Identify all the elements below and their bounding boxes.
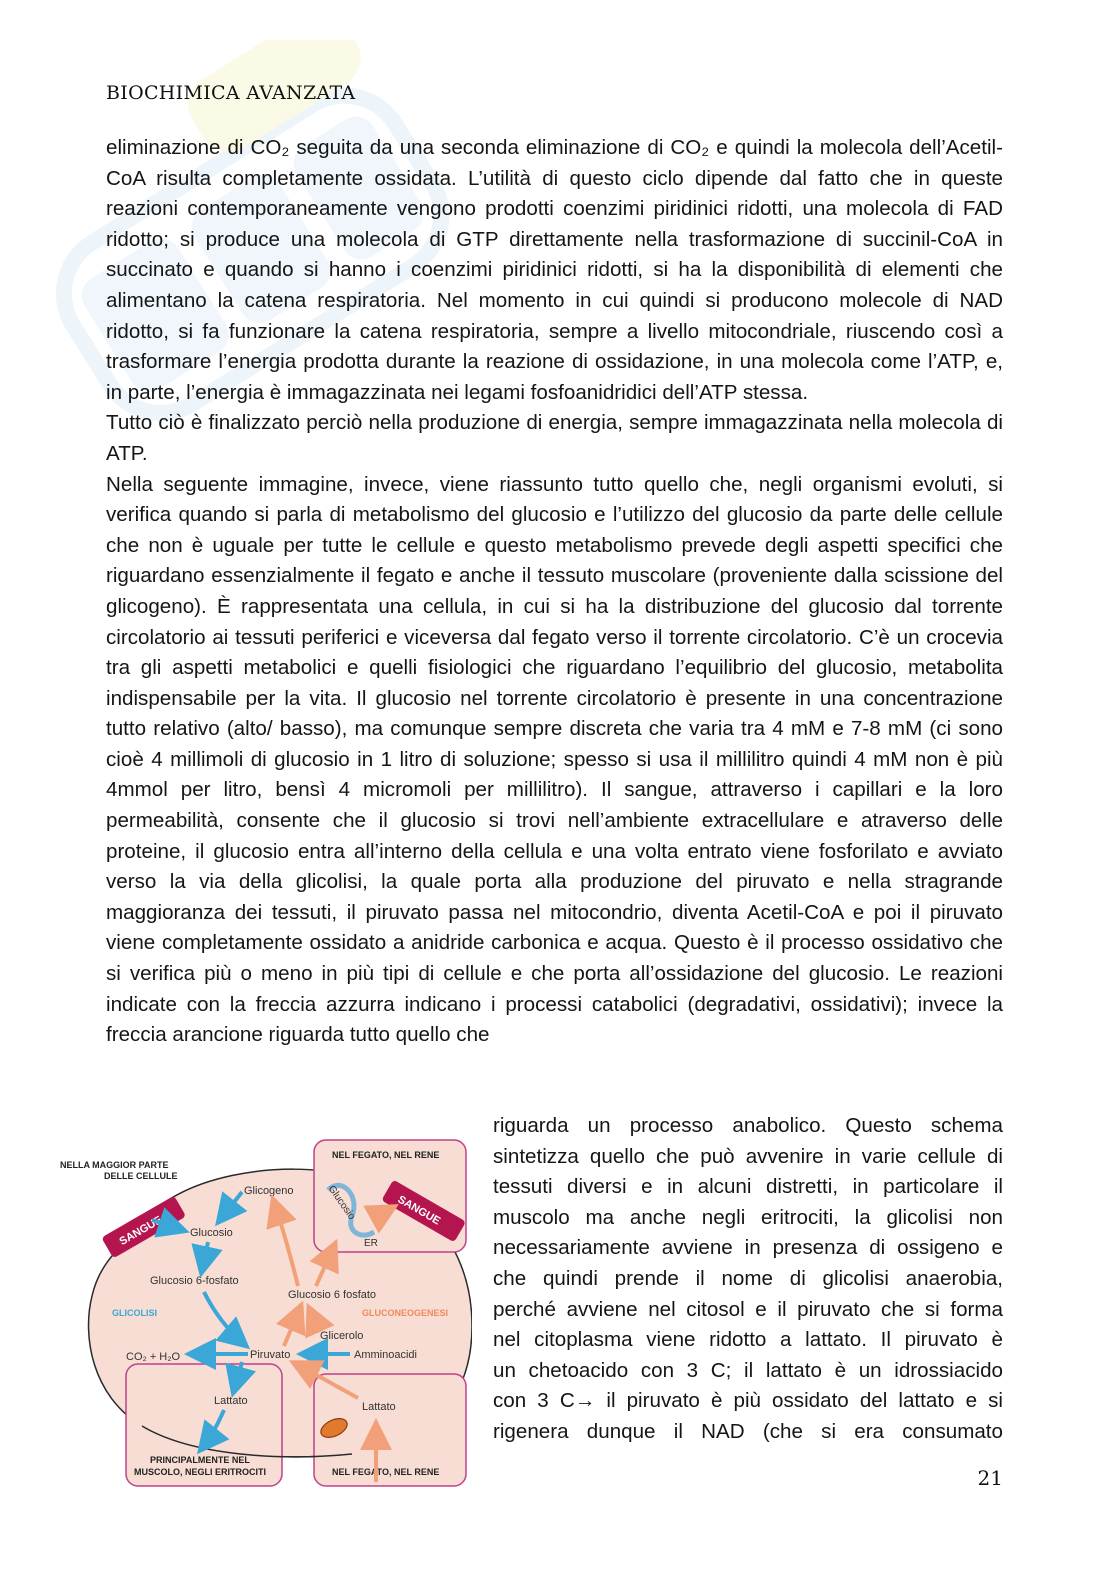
label-muscle-2: MUSCOLO, NEGLI ERITROCITI: [134, 1467, 266, 1477]
er-label: ER: [364, 1238, 378, 1249]
glucose-metabolism-diagram: [52, 1136, 472, 1492]
text-line: muscolo ma anche negli eritrociti, la glicolisi non: [493, 1205, 1003, 1229]
paragraph: Tutto ciò è finalizzato perciò nella produzione di energia, sempre immagazzinata nella molecola di ATP.: [106, 411, 1003, 465]
glucosio-er-label: Glucosio: [325, 1183, 357, 1222]
sangue-right-label: SANGUE: [395, 1193, 443, 1228]
co2-label: CO₂ + H₂O: [126, 1351, 181, 1363]
label-liver-kidney-bottom: NEL FEGATO, NEL RENE: [332, 1467, 440, 1477]
text-line: che quindi prende il nome di glicolisi anaerobia,: [493, 1266, 1003, 1290]
g6p-right-label: Glucosio 6 fosfato: [288, 1289, 377, 1301]
lattato-left-label: Lattato: [214, 1395, 248, 1407]
text-line: riguarda un processo anabolico. Questo schema: [493, 1114, 1003, 1137]
text-line: sintetizza quello che può avvenire in varie cellule di: [493, 1144, 1003, 1168]
label-most-cells-2: DELLE CELLULE: [104, 1171, 178, 1181]
amminoacidi-label: Amminoacidi: [354, 1349, 417, 1361]
label-most-cells-1: NELLA MAGGIOR PARTE: [60, 1160, 169, 1170]
sangue-left-label: SANGUE: [117, 1214, 165, 1248]
lattato-right-label: Lattato: [362, 1401, 396, 1413]
running-header: BIOCHIMICA AVANZATA: [106, 82, 356, 104]
text-line: con 3 C→ il piruvato è più ossidato del lattato e si: [493, 1389, 1003, 1413]
page-number: 21: [977, 1466, 1003, 1490]
text-line: rigenera dunque il NAD (che si era consumato: [493, 1419, 1003, 1443]
wrapped-text: [493, 1111, 1003, 1448]
gluconeogenesi-label: GLUCONEOGENESI: [362, 1308, 449, 1318]
paragraph: eliminazione di CO₂ seguita da una seconda eliminazione di CO₂ e quindi la molecola dell’Acetil-CoA risulta completamente ossidata. L’utilità di questo ciclo dipende dal fatto che in queste reazioni contemporaneamente vengono prodotti coenzimi piridinici ridotti, una molecola di FAD ridotto; si produce una molecola di GTP direttamente nella trasformazione di succinil-CoA in succinato e quando si hanno i coenzimi piridinici ridotti, si ha la disponibilità di elementi che alimentano la catena respiratoria. Nel momento in cui quindi si producono molecole di NAD ridotto, si fa funzionare la catena respiratoria, sempre a livello mitocondriale, riuscendo così a trasformare l’energia prodotta durante la reazione di ossidazione, in una molecola come l’ATP, e, in parte, l’energia è immagazzinata nei legami fosfoanidridici dell’ATP stessa.: [106, 136, 1003, 404]
glicogeno-label: Glicogeno: [244, 1185, 294, 1197]
text-line: un chetoacido con 3 C; il lattato è un idrossiacido: [493, 1358, 1003, 1382]
text-line: perché avviene nel citosol e il piruvato che si forma: [493, 1297, 1003, 1321]
glicolisi-label: GLICOLISI: [112, 1308, 157, 1318]
body-text: [106, 133, 1003, 1051]
glicerolo-label: Glicerolo: [320, 1330, 364, 1342]
label-muscle-1: PRINCIPALMENTE NEL: [150, 1455, 250, 1465]
text-line: nel citoplasma viene ridotto a lattato. Il piruvato è: [493, 1328, 1003, 1352]
glucosio-label: Glucosio: [190, 1227, 233, 1239]
label-liver-kidney-top: NEL FEGATO, NEL RENE: [332, 1150, 440, 1160]
g6p-left-label: Glucosio 6-fosfato: [150, 1275, 239, 1287]
paragraph: Nella seguente immagine, invece, viene riassunto tutto quello che, negli organismi evoluti, si verifica quando si parla di metabolismo del glucosio e l’utilizzo del glucosio da parte delle cellule che non è uguale per tutte le cellule e questo metabolismo prevede degli aspetti specifici che riguardano essenzialmente il fegato e anche il tessuto muscolare (proveniente dalla scissione del glicogeno). È rappresentata una cellula, in cui si ha la distribuzione del glucosio dal torrente circolatorio ai tessuti periferici e viceversa dal fegato verso il torrente circolatorio. C’è un crocevia tra gli aspetti metabolici e quelli fisiologici che riguardano l’equilibrio del glucosio, metabolita indispensabile per la vita. Il glucosio nel torrente circolatorio è presente in una concentrazione tutto relativo (alto/ basso), ma comunque sempre discreta che varia tra 4 mM e 7-8 mM (ci sono cioè 4 millimoli di glucosio in 1 litro di soluzione; spesso si usa il millilitro quindi 4 mM non è più 4mmol per litro, bensì 4 micromoli per millilitro). Il sangue, attraverso i capillari e la loro permeabilità, consente che il glucosio si trovi nell’ambiente extracellulare e atraverso delle proteine, il glucosio entra all’interno della cellula e una volta entrato viene fosforilato e avviato verso la via della glicolisi, la quale porta alla produzione del piruvato e nella stragrande maggioranza dei tessuti, il piruvato passa nel mitocondrio, diventa Acetil-CoA e poi il piruvato viene completamente ossidato a anidride carbonica e acqua. Questo è il processo ossidativo che si verifica più o meno in più tipi di cellule e che porta all’ossidazione del glucosio. Le reazioni indicate con la freccia azzurra indicano i processi catabolici (degradativi, ossidativi); invece la freccia arancione riguarda tutto quello che: [106, 472, 1003, 1047]
text-line: necessariamente avviene in presenza di ossigeno e: [493, 1236, 1003, 1260]
text-line: tessuti diversi e in alcuni distretti, in particolare il: [493, 1175, 1003, 1199]
piruvato-label: Piruvato: [250, 1349, 291, 1361]
